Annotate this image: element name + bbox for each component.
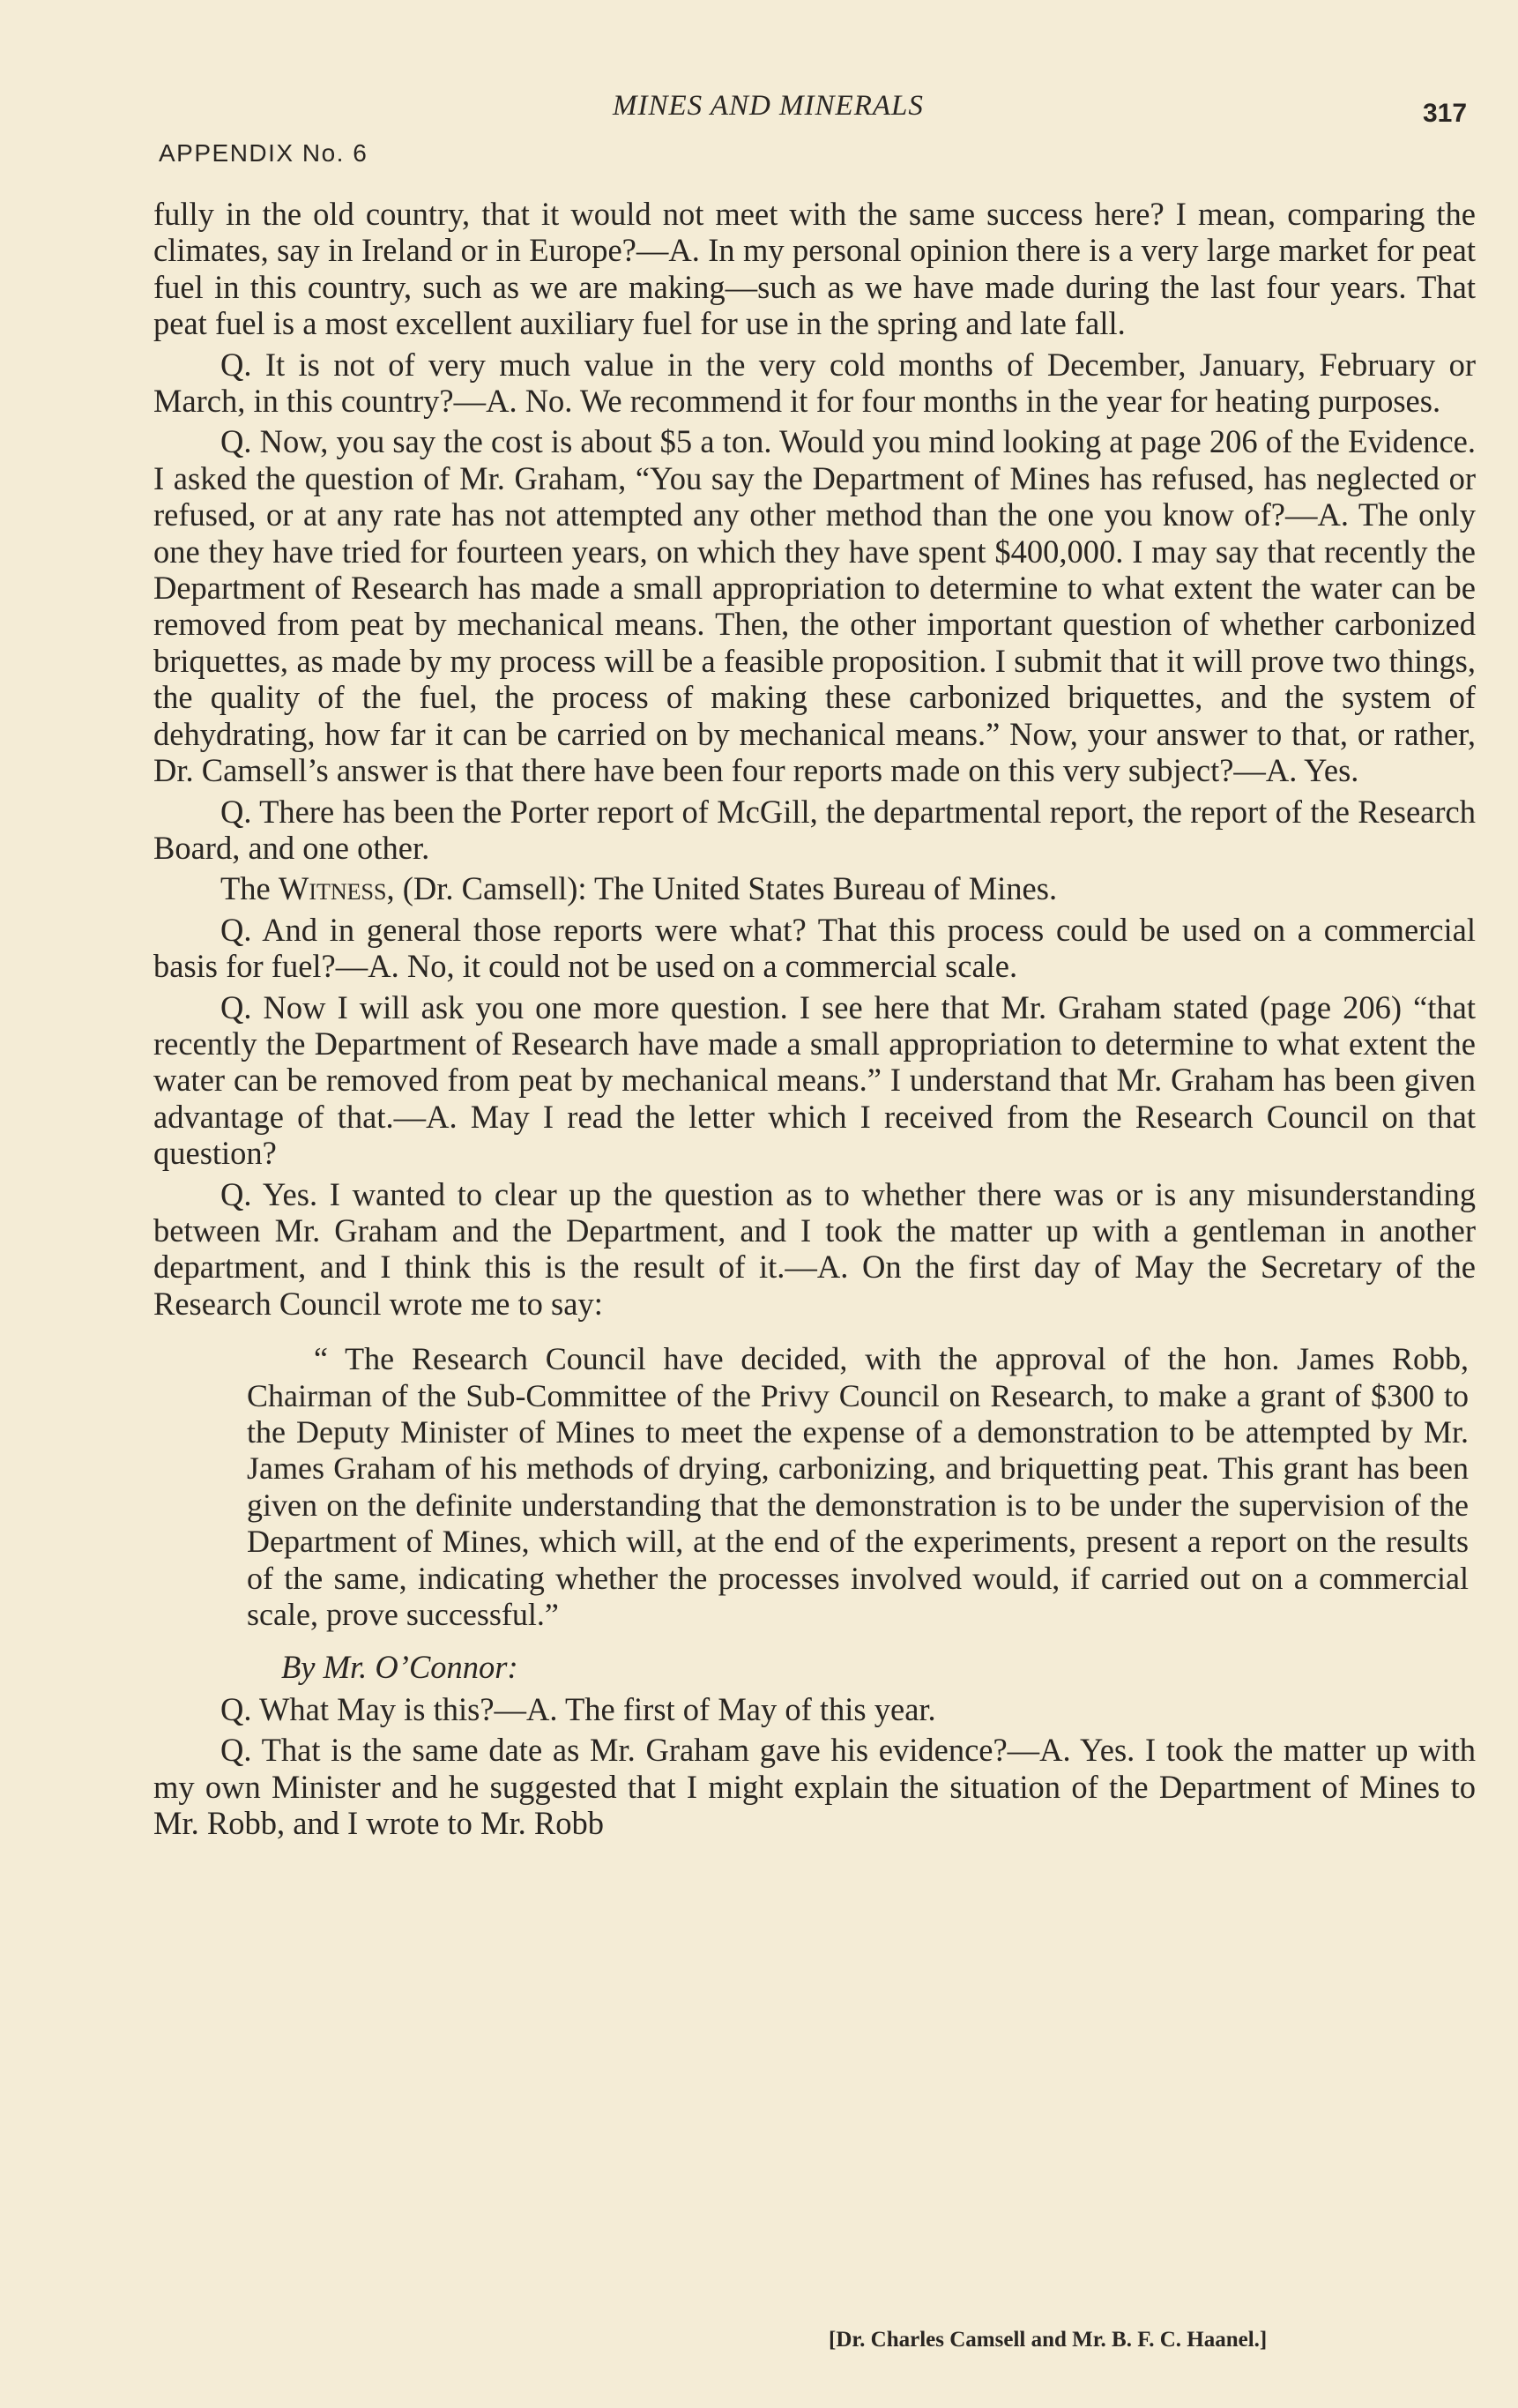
speaker-name: Witness xyxy=(278,870,387,907)
paragraph: Q. And in general those reports were what? That this process could be used on a commercial basis for fuel?—A. No, it could not be used on a commercial scale. xyxy=(153,911,1476,985)
page-number: 317 xyxy=(1423,99,1468,128)
paragraph: Q. Yes. I wanted to clear up the question as to whether there was or is any misunderstanding between Mr. Graham and the Department, and I took the matter up with a gentleman in another department, and I think this is the result of it.—A. On the first day of May the Secretary of the Research Council wrote me to say: xyxy=(153,1175,1476,1322)
paragraph: Q. It is not of very much value in the very cold months of December, January, February or March, in this country?—A. No. We recommend it for four months in the year for heating purposes. xyxy=(153,346,1476,420)
witness-statement: , (Dr. Camsell): The United States Bureau of Mines. xyxy=(386,870,1058,907)
examiner-line: By Mr. O’Connor: xyxy=(281,1649,518,1686)
paragraph: Q. Now, you say the cost is about $5 a ton. Would you mind looking at page 206 of the Evidence. I asked the question of Mr. Graham, “You say the Department of Mines has refused, has neglected or refused, or at any rate has not attempted any other method than the one you know of?—A. The only one they have tried for fourteen years, on which they have spent $400,000. I may say that recently the Department of Research has made a small appropriation to determine to what extent the water can be removed from peat by mechanical means. Then, the other important question of whether carbonized briquettes, as made by my process will be a feasible proposition. I submit that it will prove two things, the quality of the fuel, the process of making these carbonized briquettes, and the system of dehydrating, how far it can be carried on by mechanical means.” Now, your answer to that, or rather, Dr. Camsell’s answer is that there have been four reports made on this very subject?—A. Yes. xyxy=(153,423,1476,789)
paragraph: fully in the old country, that it would not meet with the same success here? I mean, comparing the climates, say in Ireland or in Europe?—A. In my personal opinion there is a very large market for peat fuel in this country, such as we are making—such as we have made during the last four years. That peat fuel is a most excellent auxiliary fuel for use in the spring and late fall. xyxy=(153,196,1476,342)
speaker-prefix: The xyxy=(220,870,279,907)
paragraph: Q. There has been the Porter report of McGill, the departmental report, the report of the Research Board, and one other. xyxy=(153,793,1476,866)
paragraph: Q. What May is this?—A. The first of May of this year. xyxy=(220,1690,936,1727)
witness-paragraph xyxy=(153,870,1476,906)
witness-footer: [Dr. Charles Camsell and Mr. B. F. C. Haanel.] xyxy=(829,2328,1268,2352)
running-title: MINES AND MINERALS xyxy=(613,90,924,122)
paragraph: Q. Now I will ask you one more question. I see here that Mr. Graham stated (page 206) “that recently the Department of Research have made a small appropriation to determine to what extent the water can be removed from peat by mechanical means.” I understand that Mr. Graham has been given advantage of that.—A. May I read the letter which I received from the Research Council on that question? xyxy=(153,988,1476,1172)
body-text xyxy=(153,196,1476,1845)
paragraph: Q. That is the same date as Mr. Graham gave his evidence?—A. Yes. I took the matter up with my own Minister and he suggested that I might explain the situation of the Department of Mines to Mr. Robb, and I wrote to Mr. Robb xyxy=(153,1732,1476,1842)
block-quote: “ The Research Council have decided, with the approval of the hon. James Robb, Chairman of the Sub-Committee of the Privy Council on Research, to make a grant of $300 to the Deputy Minister of Mines to meet the expense of a demonstration to be attempted by Mr. James Graham of his methods of drying, carbonizing, and briquetting peat. This grant has been given on the definite understanding that the demonstration is to be under the supervision of the Department of Mines, which will, at the end of the experiments, present a report on the results of the same, indicating whether the processes involved would, if carried out on a commercial scale, prove successful.” xyxy=(247,1341,1469,1633)
appendix-label: APPENDIX No. 6 xyxy=(159,139,368,167)
